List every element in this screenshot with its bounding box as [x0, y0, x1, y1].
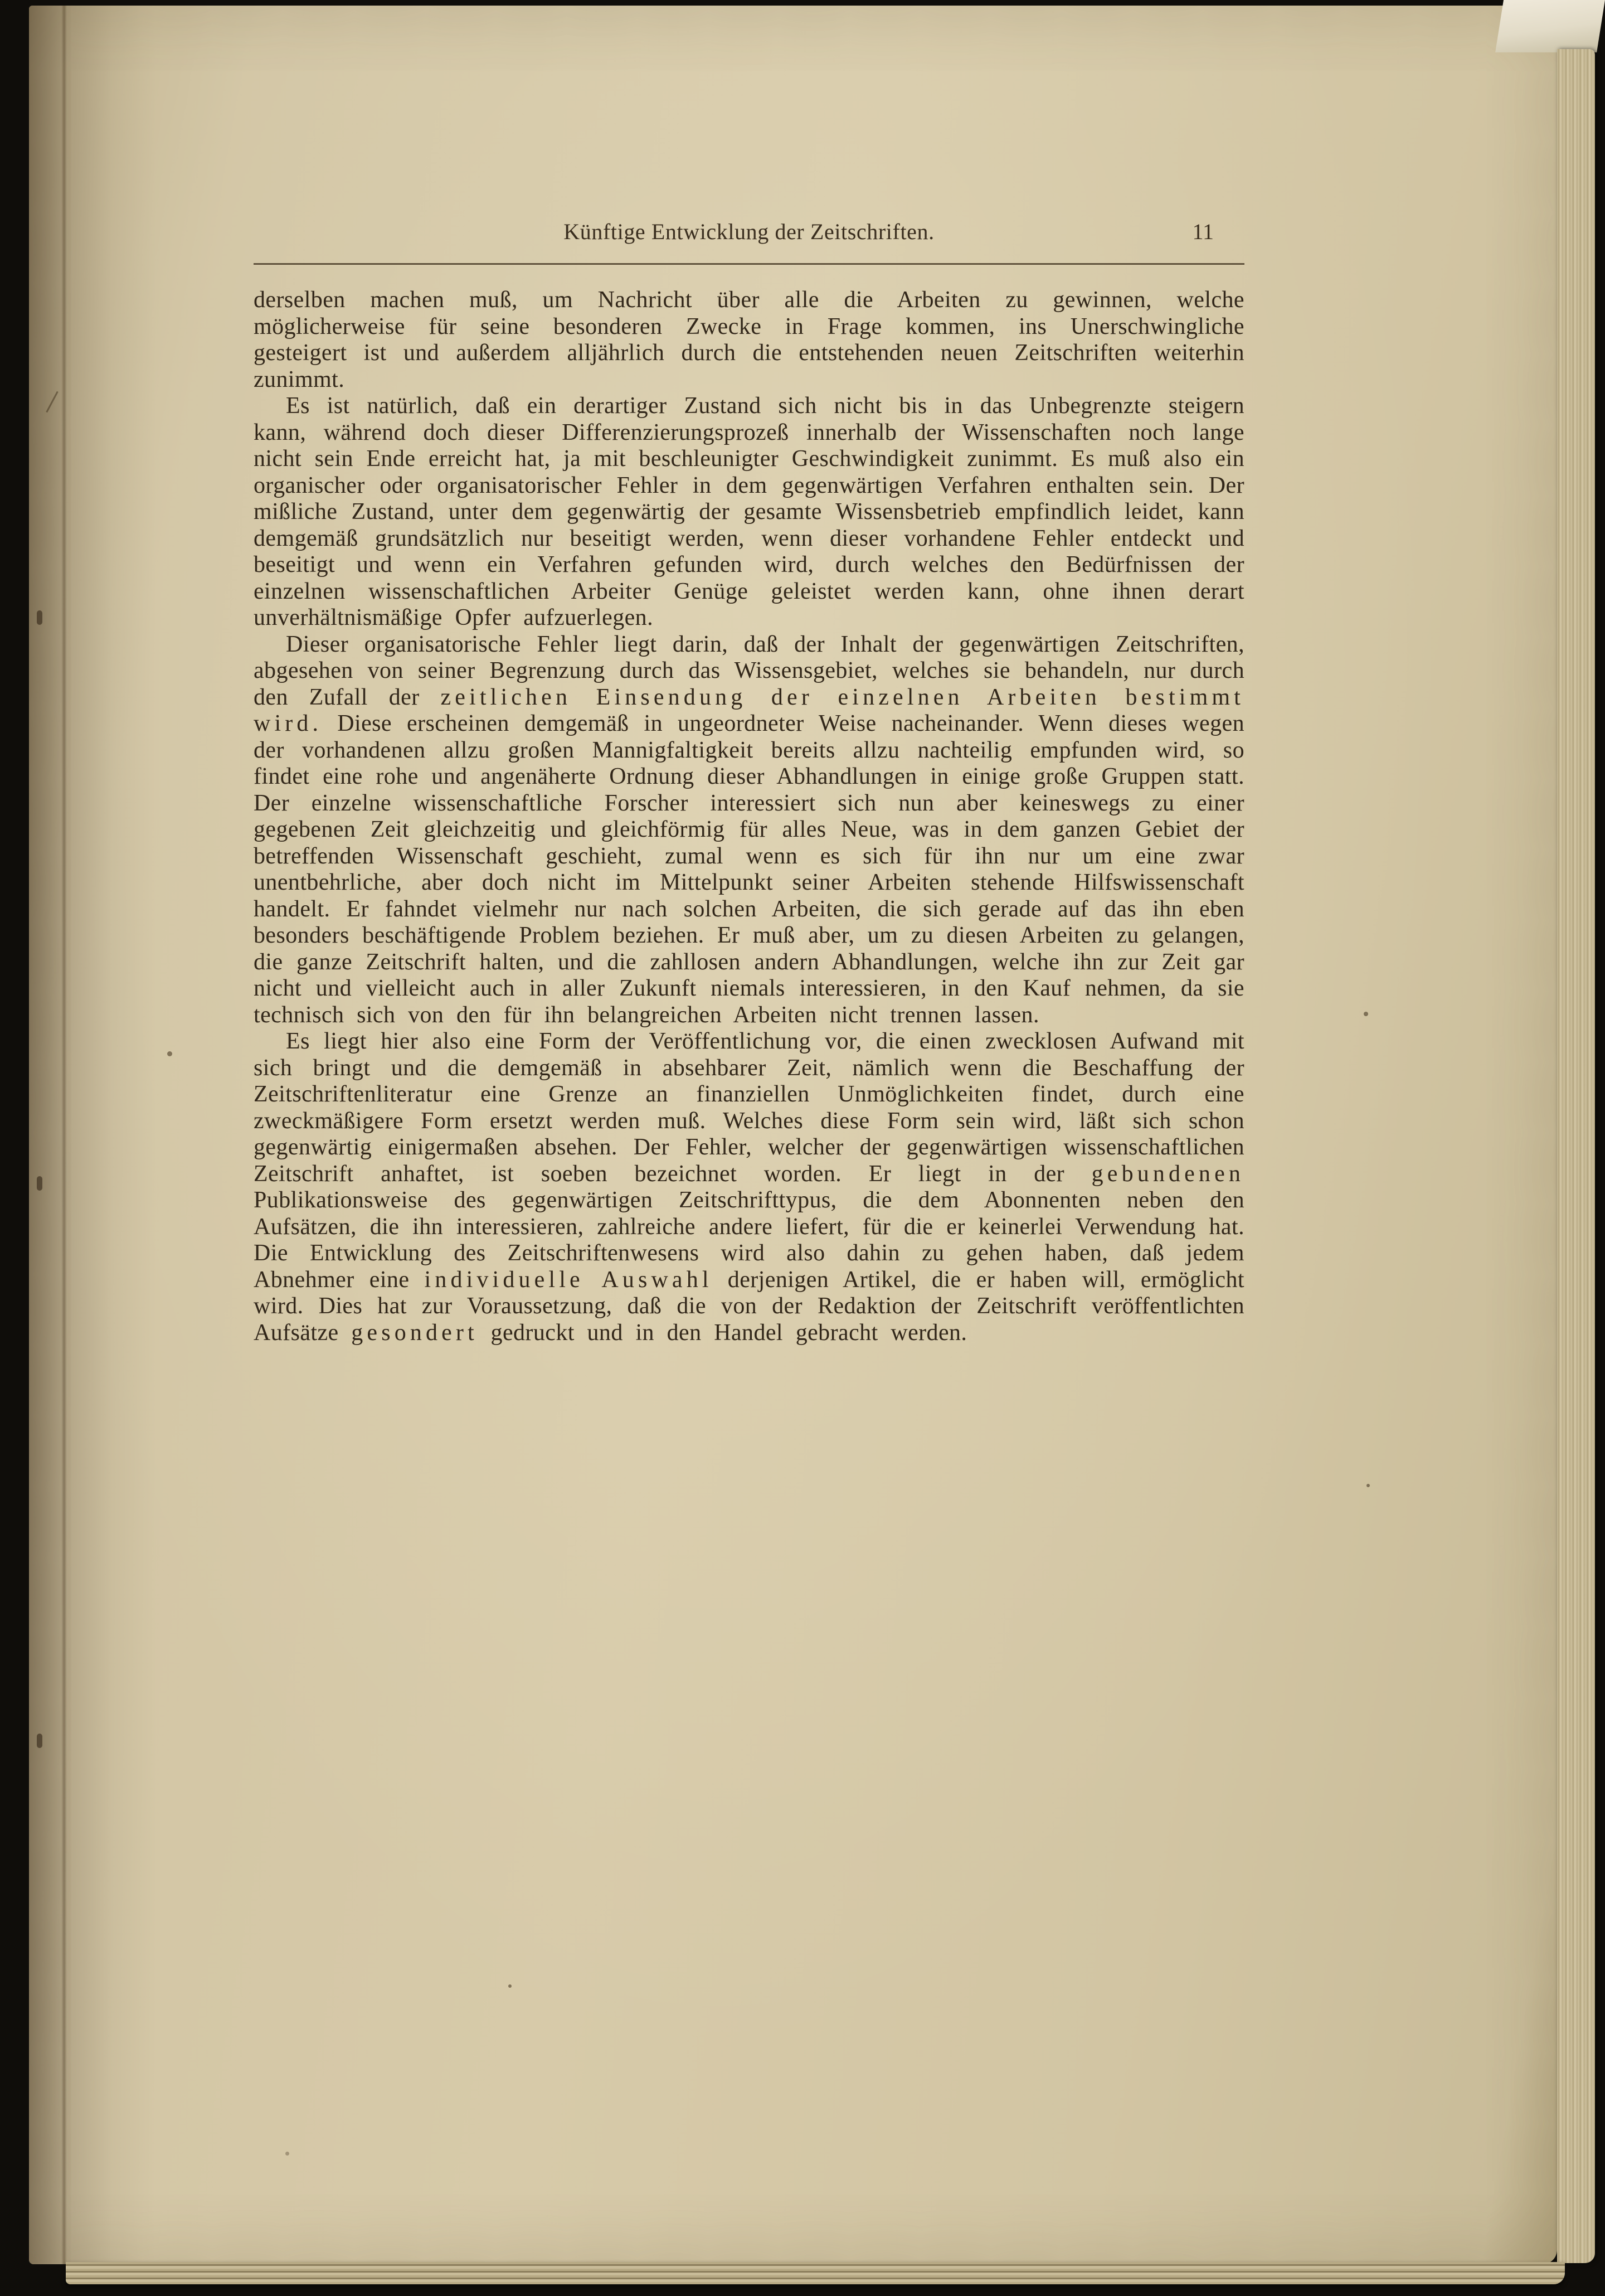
printed-area [254, 219, 1244, 1346]
emphasized-text-run: individuelle Auswahl [424, 1266, 713, 1293]
paper-speck [285, 2152, 289, 2156]
binding-shadow [29, 6, 157, 2264]
text-run: Diese erscheinen demgemäß in ungeordneter Weise nacheinander. Wenn dieses wegen der vorhandenen allzu großen Mannigfaltigkeit bereits allzu nachteilig empfunden wird, so findet eine rohe und angenäherte Ordnung dieser Abhandlungen in einige große Gruppen statt. Der einzelne wissenschaftliche Forscher interessiert sich nun aber keineswegs zu einer gegebenen Zeit gleichzeitig und gleichförmig für alles Neue, was in dem ganzen Gebiet der betreffenden Wissenschaft geschieht, zumal wenn es sich für ihn nur um eine zwar unentbehrliche, aber doch nicht im Mittelpunkt seiner Arbeiten stehende Hilfswissenschaft handelt. Er fahndet vielmehr nur nach solchen Arbeiten, die sich gerade auf das ihn eben besonders beschäftigende Problem beziehen. Er muß aber, um zu diesen Arbeiten zu gelangen, die ganze Zeitschrift halten, und die zahllosen andern Abhandlungen, welche ihn zur Zeit gar nicht und vielleicht auch in aller Zukunft niemals interessieren, in den Kauf nehmen, da sie technisch sich von den für ihn belangreichen Arbeiten nicht trennen lassen. [254, 711, 1244, 1028]
text-run: gedruckt und in den Handel gebracht werden. [478, 1319, 967, 1346]
emphasized-text-run: gebundenen [1091, 1161, 1244, 1187]
next-page-edge [1495, 0, 1605, 52]
page-number: 11 [1192, 219, 1214, 244]
book-page [29, 6, 1557, 2264]
text-run: Publikationsweise des gegenwärtigen Zeitschrifttypus, die dem Abonnenten neben den Aufsätzen, die ihn interessieren, zahlreiche andere liefert, für die er keinerlei Verwendung hat. Die Entwicklung des Zeitschriftenwesens wird also dahin zu gehen haben, daß jedem Abnehmer eine [254, 1187, 1244, 1293]
text-run: Dieser organisatorische Fehler liegt darin, daß der Inhalt der gegenwärtigen Zeitschriften, abgesehen von seiner Begrenzung durch das Wissensgebiet, welches sie behandeln, nur durch den Zufall der [254, 631, 1244, 710]
page-edge-stack-right [1557, 49, 1595, 2263]
paper-speck [1366, 1484, 1370, 1487]
emphasized-text-run: zeitlichen Einsendung der einzelnen Arbeiten bestimmt wird. [254, 684, 1244, 736]
binding-crease [61, 6, 67, 2264]
emphasized-text-run: gesondert [351, 1319, 478, 1346]
body-text [254, 287, 1244, 1346]
binding-stitch [37, 610, 42, 625]
text-run: Es liegt hier also eine Form der Veröffentlichung vor, die einen zwecklosen Aufwand mit sich bringt und die demgemäß in absehbarer Zeit, nämlich wenn die Beschaffung der Zeitschriftenliteratur eine Grenze an finanziellen Unmöglichkeiten findet, durch eine zweckmäßigere Form ersetzt werden muß. Welches diese Form sein wird, läßt sich schon gegenwärtig einigermaßen absehen. Der Fehler, welcher der gegenwärtigen wissenschaftlichen Zeitschrift anhaftet, ist soeben bezeichnet worden. Er liegt in der [254, 1028, 1244, 1187]
running-title: Künftige Entwicklung der Zeitschriften. [563, 219, 935, 244]
binding-stitch [37, 1734, 42, 1748]
paragraph [254, 632, 1244, 1029]
paper-speck [1364, 1012, 1368, 1016]
text-run: derjenigen Artikel, die er haben will, ermöglicht wird. Dies hat zur Voraussetzung, daß die von der Redaktion der Zeitschrift veröffentlichten Aufsätze [254, 1266, 1244, 1346]
running-head [254, 219, 1244, 254]
paragraph [254, 1028, 1244, 1346]
paragraph [254, 393, 1244, 632]
text-run: derselben machen muß, um Nachricht über alle die Arbeiten zu gewinnen, welche möglicherweise für seine besonderen Zwecke in Frage kommen, ins Unerschwingliche gesteigert ist und außerdem alljährlich durch die entstehenden neuen Zeitschriften weiterhin zunimmt. [254, 287, 1244, 392]
paper-speck [167, 1051, 172, 1056]
header-rule [254, 263, 1244, 265]
page-edge-stack-bottom [66, 2262, 1565, 2284]
paragraph [254, 287, 1244, 393]
text-run: Es ist natürlich, daß ein derartiger Zustand sich nicht bis in das Unbegrenzte steigern kann, während doch dieser Differenzierungsprozeß innerhalb der Wissenschaften noch lange nicht sein Ende erreicht hat, ja mit beschleunigter Geschwindigkeit zunimmt. Es muß also ein organischer oder organisatorischer Fehler in dem gegenwärtigen Verfahren enthalten sein. Der mißliche Zustand, unter dem gegenwärtig der gesamte Wissensbetrieb empfindlich leidet, kann demgemäß grundsätzlich nur beseitigt werden, wenn dieser vorhandene Fehler entdeckt und beseitigt und wenn ein Verfahren gefunden wird, durch welches den Bedürfnissen der einzelnen wissenschaftlichen Arbeiter Genüge geleistet werden kann, ohne ihnen derart unverhältnismäßige Opfer aufzuerlegen. [254, 393, 1244, 630]
binding-stitch [37, 1176, 42, 1191]
paper-speck [508, 1984, 512, 1988]
